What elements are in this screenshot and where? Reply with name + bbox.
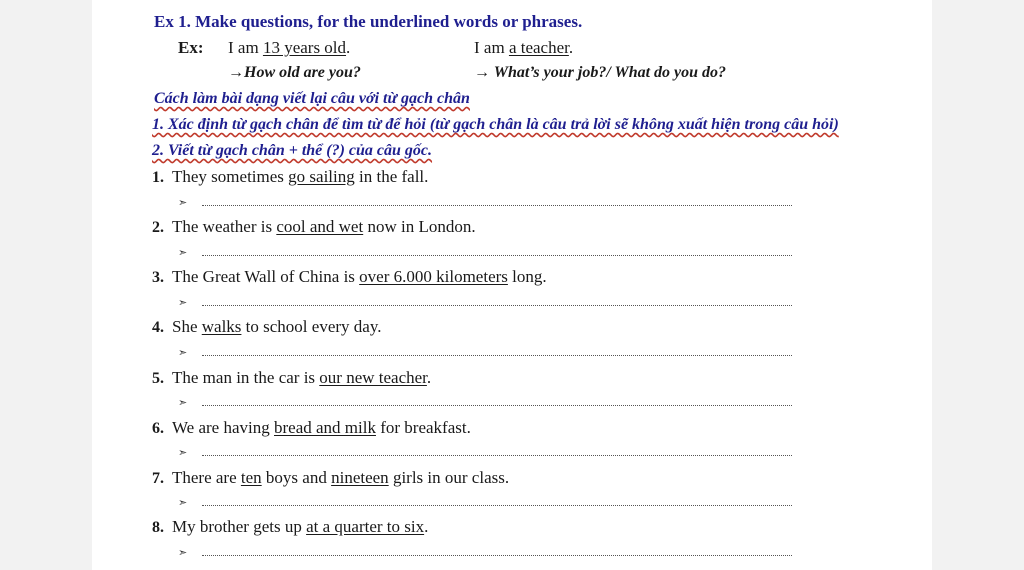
answer-arrow-icon: ➣ [178, 447, 188, 459]
question-underlined: bread and milk [274, 418, 376, 437]
question-3 [152, 267, 547, 287]
answer-line-1[interactable] [178, 196, 798, 212]
question-number: 1. [152, 169, 164, 186]
example-sentence-1-post: . [346, 38, 351, 57]
question-underlined: our new teacher [319, 368, 427, 387]
example-sentence-2-underlined: a teacher [508, 38, 569, 57]
dotted-line [202, 255, 792, 256]
dotted-line [202, 555, 792, 556]
question-5 [152, 368, 431, 388]
example-sentence-1-pre: I am [228, 38, 263, 57]
dotted-line [202, 355, 792, 356]
example-sentence-2 [474, 38, 573, 58]
question-text-post: . [424, 517, 429, 536]
question-text-post: girls in our class. [388, 468, 510, 487]
question-number: 5. [152, 370, 164, 387]
answer-arrow-icon: ➣ [178, 497, 188, 509]
question-text-post: in the fall. [354, 167, 429, 186]
question-text-pre: The weather is [172, 217, 277, 236]
question-text-post: long. [507, 267, 547, 286]
example-sentence-2-pre: I am [474, 38, 509, 57]
answer-arrow-icon: ➣ [178, 247, 188, 259]
question-7 [152, 468, 509, 488]
question-text-pre: My brother gets up [172, 517, 307, 536]
example-sentence-1 [228, 38, 350, 58]
answer-line-7[interactable] [178, 496, 798, 512]
question-text-pre: The man in the car is [172, 368, 320, 387]
question-6 [152, 418, 471, 438]
question-text-pre: We are having [172, 418, 274, 437]
method-step-2: 2. Viết từ gạch chân + thể (?) của câu gốc. [152, 142, 433, 159]
question-text-post: for breakfast. [375, 418, 471, 437]
question-number: 4. [152, 319, 164, 336]
dotted-line [202, 455, 792, 456]
answer-arrow-icon: ➣ [178, 297, 188, 309]
question-8 [152, 517, 428, 537]
question-text-mid: boys and [261, 468, 332, 487]
question-text-pre: There are [172, 468, 241, 487]
question-underlined-2: nineteen [331, 468, 389, 487]
question-text-post: to school every day. [241, 317, 382, 336]
question-4 [152, 317, 381, 337]
question-underlined: over 6.000 kilometers [359, 267, 508, 286]
question-number: 6. [152, 420, 164, 437]
dotted-line [202, 205, 792, 206]
question-number: 8. [152, 519, 164, 536]
answer-line-5[interactable] [178, 396, 798, 412]
example-sentence-2-post: . [568, 38, 574, 57]
dotted-line [202, 305, 792, 306]
question-text-post: now in London. [363, 217, 476, 236]
answer-line-3[interactable] [178, 296, 798, 312]
question-number: 3. [152, 269, 164, 286]
answer-arrow-icon: ➣ [178, 347, 188, 359]
answer-line-8[interactable] [178, 546, 798, 562]
example-question-2: → What’s your job?/ What do you do? [474, 64, 727, 81]
question-underlined: cool and wet [276, 217, 364, 236]
method-step-1: 1. Xác định từ gạch chân để tìm từ để hỏi (từ gạch chân là câu trả lời sẽ không xuất hiện trong câu hỏi) [152, 116, 839, 133]
question-number: 7. [152, 470, 164, 487]
worksheet-page [92, 0, 932, 570]
question-text-pre: She [172, 317, 202, 336]
question-underlined: at a quarter to six [306, 517, 425, 536]
answer-line-6[interactable] [178, 446, 798, 462]
answer-arrow-icon: ➣ [178, 397, 188, 409]
question-text-pre: The Great Wall of China is [172, 267, 360, 286]
dotted-line [202, 405, 792, 406]
dotted-line [202, 505, 792, 506]
question-text-pre: They sometimes [172, 167, 289, 186]
question-underlined: go sailing [288, 167, 355, 186]
example-question-1: →How old are you? [228, 64, 361, 81]
answer-arrow-icon: ➣ [178, 197, 188, 209]
exercise-title: Ex 1. Make questions, for the underlined words or phrases. [154, 12, 583, 31]
question-text-post: . [426, 368, 432, 387]
example-sentence-1-underlined: 13 years old [262, 38, 347, 57]
question-2 [152, 217, 476, 237]
answer-arrow-icon: ➣ [178, 547, 188, 559]
question-underlined: walks [201, 317, 242, 336]
method-title: Cách làm bài dạng viết lại câu với từ gạch chân [154, 90, 470, 107]
question-number: 2. [152, 219, 164, 236]
example-label: Ex: [178, 38, 204, 57]
question-underlined: ten [240, 468, 262, 487]
question-1 [152, 167, 428, 187]
answer-line-2[interactable] [178, 246, 798, 262]
answer-line-4[interactable] [178, 346, 798, 362]
